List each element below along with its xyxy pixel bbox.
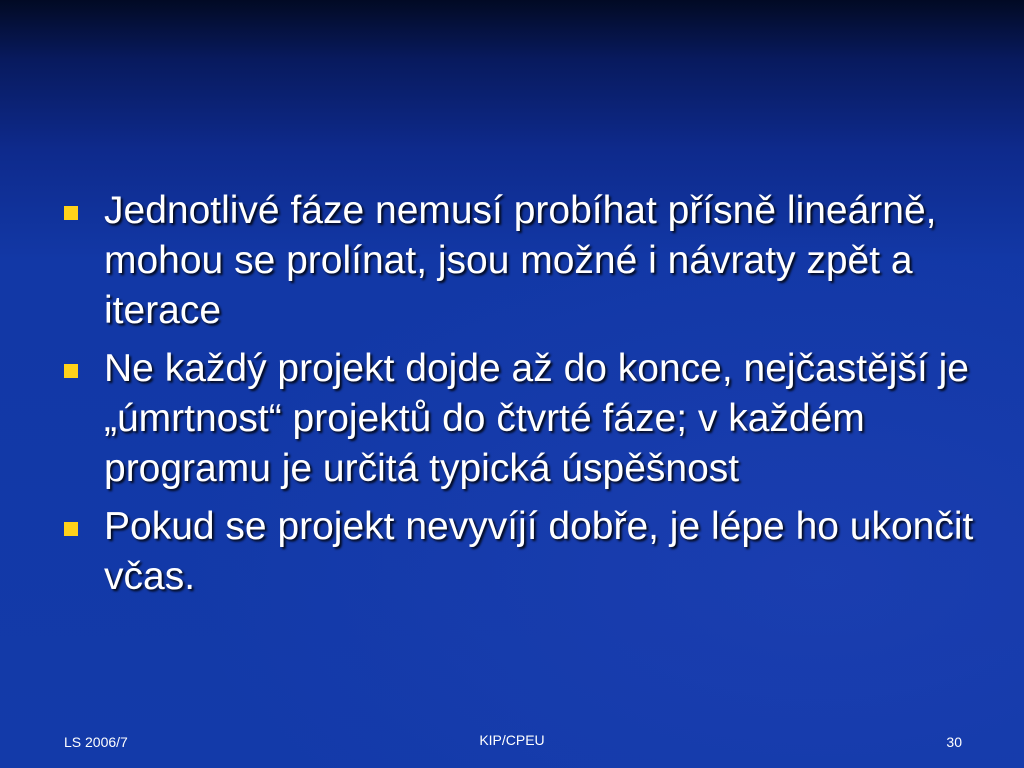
footer-date: LS 2006/7 — [64, 734, 128, 750]
bullet-text: Jednotlivé fáze nemusí probíhat přísně lineárně, mohou se prolínat, jsou možné i návraty zpět a iterace — [104, 189, 937, 332]
footer-course-code: KIP/CPEU — [479, 732, 545, 748]
bullet-text: Pokud se projekt nevyvíjí dobře, je lépe ho ukončit včas. — [104, 505, 974, 598]
square-bullet-icon — [64, 206, 78, 220]
slide-number: 30 — [946, 734, 962, 750]
square-bullet-icon — [64, 522, 78, 536]
bullet-list — [60, 186, 980, 610]
bullet-item — [60, 186, 980, 336]
bullet-item — [60, 344, 980, 494]
square-bullet-icon — [64, 364, 78, 378]
bullet-item — [60, 502, 980, 602]
bullet-text: Ne každý projekt dojde až do konce, nejčastější je „úmrtnost“ projektů do čtvrté fáze; v každém programu je určitá typická úspěšnost — [104, 347, 969, 490]
